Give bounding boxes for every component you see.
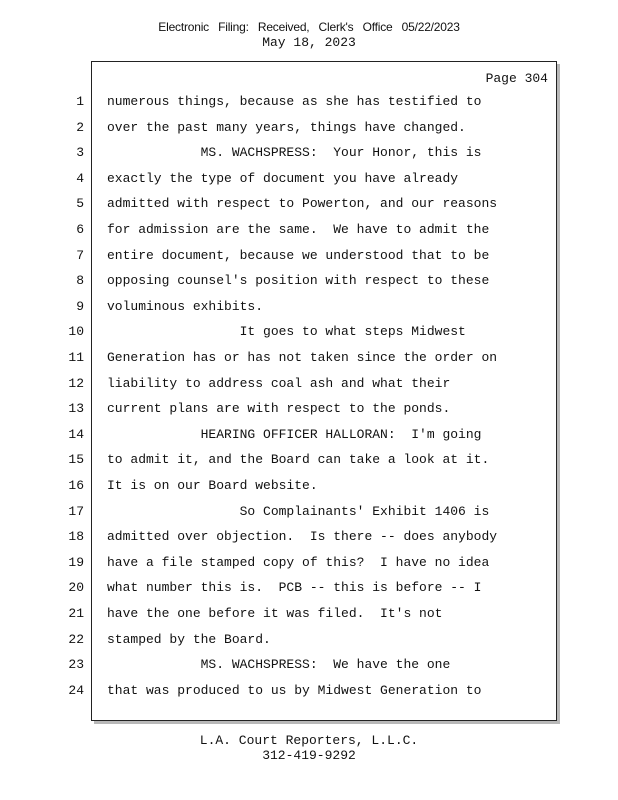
line-text: So Complainants' Exhibit 1406 is — [107, 503, 490, 519]
line-text: entire document, because we understood that to be — [107, 247, 490, 263]
line-number: 8 — [76, 273, 84, 289]
transcript-line — [0, 271, 618, 291]
transcript-line — [0, 553, 618, 573]
line-number: 9 — [76, 298, 84, 314]
transcript-line — [0, 143, 618, 163]
transcript-line — [0, 220, 618, 240]
line-number: 19 — [68, 554, 84, 570]
line-text: have a file stamped copy of this? I have no idea — [107, 554, 490, 570]
transcript-line — [0, 374, 618, 394]
transcript-line — [0, 502, 618, 522]
line-text: opposing counsel's position with respect to these — [107, 273, 490, 289]
transcript-line — [0, 297, 618, 317]
line-number: 21 — [68, 606, 84, 621]
line-number: 3 — [76, 145, 84, 161]
line-text: current plans are with respect to the ponds. — [107, 401, 451, 417]
transcript-line — [0, 655, 618, 675]
line-number: 23 — [68, 657, 84, 673]
line-number: 11 — [68, 350, 84, 365]
line-text: It goes to what steps Midwest — [107, 324, 466, 340]
line-number: 4 — [76, 170, 84, 186]
line-number: 6 — [76, 222, 84, 237]
line-text: MS. WACHSPRESS: We have the one — [107, 657, 451, 673]
reporter-phone: 312-419-9292 — [262, 748, 356, 763]
page-number: Page 304 — [485, 71, 548, 86]
line-text: to admit it, and the Board can take a look at it. — [107, 452, 490, 468]
line-number: 1 — [76, 94, 84, 109]
line-text: HEARING OFFICER HALLORAN: I'm going — [107, 426, 482, 442]
line-text: over the past many years, things have changed. — [107, 119, 466, 135]
transcript-line — [0, 246, 618, 266]
line-number: 14 — [68, 426, 84, 442]
transcript-line — [0, 425, 618, 445]
line-text: voluminous exhibits. — [107, 298, 264, 314]
line-number: 7 — [76, 247, 84, 263]
line-number: 10 — [68, 324, 84, 340]
line-number: 15 — [68, 452, 84, 468]
line-number: 13 — [68, 401, 84, 417]
line-text: stamped by the Board. — [107, 631, 271, 647]
line-text: It is on our Board website. — [107, 478, 318, 493]
transcript-line — [0, 450, 618, 470]
transcript-line — [0, 322, 618, 342]
transcript-line — [0, 476, 618, 496]
line-number: 24 — [68, 682, 84, 698]
line-number: 22 — [68, 631, 84, 647]
transcript-line — [0, 578, 618, 598]
filing-stamp: Electronic Filing: Received, Clerk's Office 05/22/2023 — [158, 20, 460, 34]
transcript-date: May 18, 2023 — [262, 35, 356, 50]
line-text: what number this is. PCB -- this is before -- I — [107, 580, 482, 596]
line-text: numerous things, because as she has testified to — [107, 94, 482, 109]
transcript-line — [0, 399, 618, 419]
line-number: 12 — [68, 375, 84, 391]
line-number: 2 — [76, 119, 84, 135]
line-text: have the one before it was filed. It's not — [107, 606, 443, 621]
line-number: 18 — [68, 529, 84, 545]
line-text: admitted over objection. Is there -- does anybody — [107, 529, 498, 545]
line-number: 16 — [68, 478, 84, 493]
line-text: exactly the type of document you have already — [107, 170, 459, 186]
line-text: liability to address coal ash and what their — [107, 375, 451, 391]
line-text: admitted with respect to Powerton, and our reasons — [107, 196, 498, 212]
transcript-line — [0, 630, 618, 650]
transcript-line — [0, 527, 618, 547]
reporter-company: L.A. Court Reporters, L.L.C. — [199, 733, 419, 748]
line-text: MS. WACHSPRESS: Your Honor, this is — [107, 145, 482, 161]
line-number: 5 — [76, 196, 84, 212]
transcript-line — [0, 348, 618, 368]
transcript-line — [0, 604, 618, 624]
line-number: 20 — [68, 580, 84, 596]
transcript-line — [0, 194, 618, 214]
line-text: that was produced to us by Midwest Generation to — [107, 682, 482, 698]
line-text: Generation has or has not taken since the order on — [107, 350, 498, 365]
transcript-line — [0, 169, 618, 189]
transcript-line — [0, 92, 618, 112]
transcript-line — [0, 118, 618, 138]
transcript-line — [0, 681, 618, 701]
line-number: 17 — [68, 503, 84, 519]
line-text: for admission are the same. We have to admit the — [107, 222, 490, 237]
